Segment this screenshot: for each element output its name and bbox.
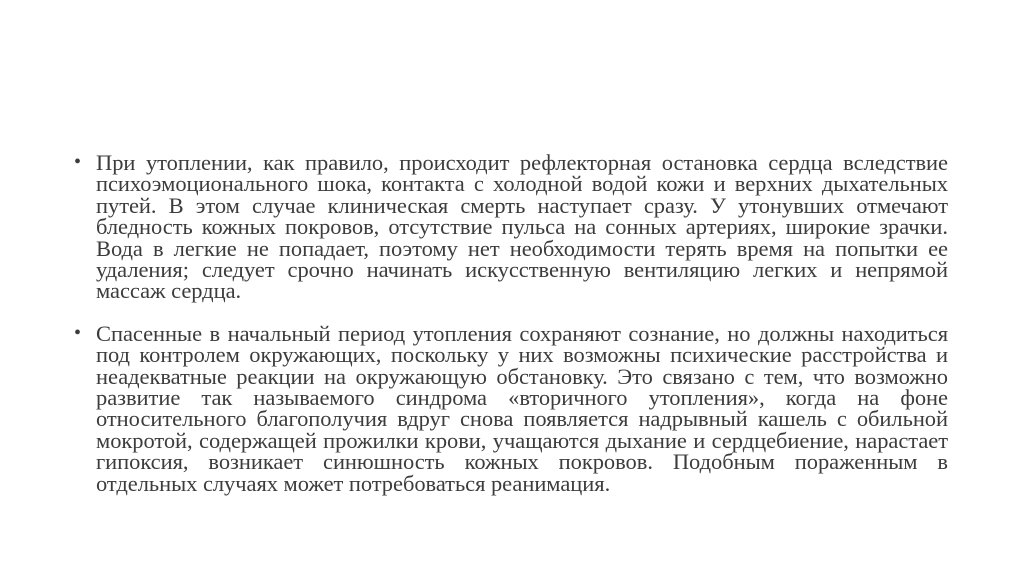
bullet-item-reflex-cardiac-arrest (74, 152, 948, 302)
bullet-item-secondary-drowning (74, 320, 948, 496)
bullet-marker: • (74, 151, 81, 173)
bullet-marker: • (74, 321, 81, 344)
bullet-text: При утоплении, как правило, происходит рефлекторная остановка сердца вследствие психоэмоционального шока, контакта с холодной водой кожи и верхних дыхательных путей. В этом случае клиническая смерть наступает сразу. У утонувших отмечают бледность кожных покровов, отсутствие пульса на сонных артериях, широкие зрачки. Вода в легкие не попадает, поэтому нет необходимости терять время на попытки ее удаления; следует срочно начинать искусственную вентиляцию легких и непрямой массаж сердца. (96, 150, 948, 304)
bullet-text: Спасенные в начальный период утопления сохраняют сознание, но должны находиться под контролем окружающих, поскольку у них возможны психические расстройства и неадекватные реакции на окружающую обстановку. Это связано с тем, что возможно развитие так называемого синдрома «вторичного утопления», когда на фоне относительного благополучия вдруг снова появляется надрывный кашель с обильной мокротой, содержащей прожилки крови, учащаются дыхание и сердцебиение, нарастает гипоксия, возникает синюшность кожных покровов. Подобным пораженным в отдельных случаях может потребоваться реанимация. (96, 320, 948, 496)
bullet-list (74, 152, 948, 494)
